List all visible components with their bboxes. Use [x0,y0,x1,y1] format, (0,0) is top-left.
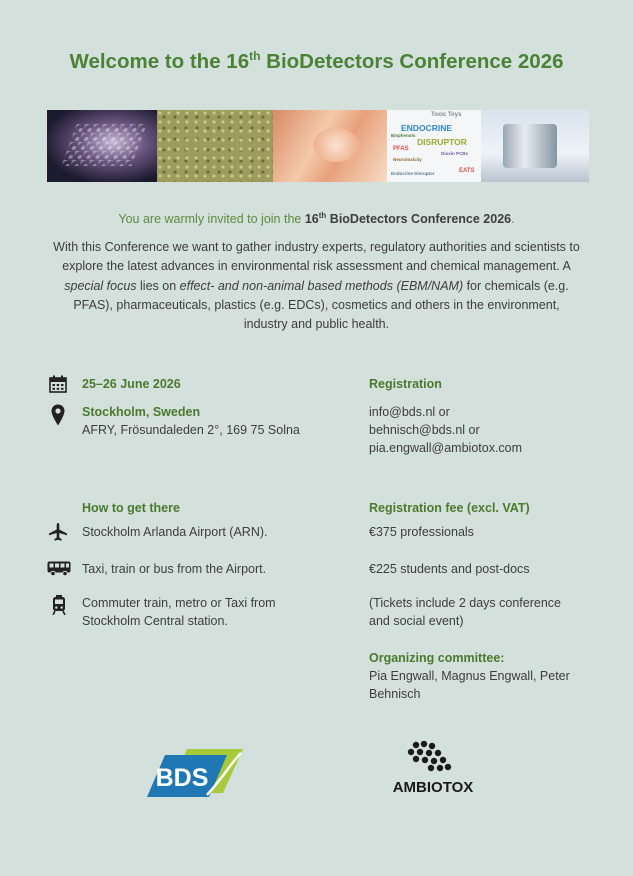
word-cloud-word: EATS [459,168,475,174]
how-to-get-there-heading: How to get there [82,501,180,515]
registration-email-1[interactable]: info@bds.nl or [369,405,450,419]
word-cloud-word: PFAS [393,146,409,152]
banner-photo-cells [157,110,273,182]
intro-paragraph: With this Conference we want to gather industry experts, regulatory authorities and scientists to explore the latest advances in environmental risk assessment and chemical management. A special focus lies on effect- and non-animal based methods (EBM/NAM) for chemicals (e.g. PFAS), pharmaceuticals, plastics (e.g. EDCs), cosmetics and others in the environment, industry and public health. [53,240,580,332]
bds-logo-text: BDS [155,764,209,792]
banner-photo-hands [273,110,387,182]
word-cloud-word: Neurotoxicity [393,157,422,162]
venue-address: AFRY, Frösundaleden 2°, 169 75 Solna [82,423,300,437]
transport-train-line-1: Commuter train, metro or Taxi from [82,596,276,610]
venue-city: Stockholm, Sweden [82,405,201,419]
ambiotox-logo-text: AMBIOTOX [392,779,474,796]
transport-taxi: Taxi, train or bus from the Airport. [82,562,267,576]
transport-train-line-2: Stockholm Central station. [82,614,228,628]
committee-line-2: Behnisch [369,687,421,701]
registration-email-3[interactable]: pia.engwall@ambiotox.com [369,441,523,455]
transport-airport: Stockholm Arlanda Airport (ARN). [82,525,268,539]
page-title: Welcome to the 16th BioDetectors Conference 2026 [69,49,564,73]
registration-heading: Registration [369,377,442,391]
calendar-icon [49,375,67,393]
fee-students: €225 students and post-docs [369,562,530,576]
ambiotox-logo [378,738,488,798]
word-cloud-word: ENDOCRINE [401,123,453,133]
fee-professionals: €375 professionals [369,525,474,539]
invitation-line: You are warmly invited to join the 16th BioDetectors Conference 2026. [118,211,515,227]
registration-email-2[interactable]: behnisch@bds.nl or [369,423,480,437]
train-icon [52,595,66,615]
location-pin-icon [51,404,65,426]
word-cloud-word: Dioxin PCBs [441,151,469,156]
banner-word-cloud [387,110,481,182]
bds-logo [145,745,245,800]
banner-photo-lab-equipment [481,110,589,182]
fee-note-line-2: and social event) [369,614,464,628]
word-cloud-word: Toxic Toys [431,112,462,118]
fee-note-line-1: (Tickets include 2 days conference [369,596,561,610]
committee-heading: Organizing committee: [369,651,505,665]
airplane-icon [48,522,68,542]
word-cloud-word: Endocrine Disruptor [391,171,435,176]
banner-image-strip [47,110,589,182]
registration-fee-heading: Registration fee (excl. VAT) [369,501,530,515]
word-cloud-word: DISRUPTOR [417,137,467,147]
event-date: 25–26 June 2026 [82,377,181,391]
committee-line-1: Pia Engwall, Magnus Engwall, Peter [369,669,570,683]
bus-icon [47,561,71,576]
banner-photo-microplate [47,110,157,182]
word-cloud-word: Bisphenols [391,133,416,138]
